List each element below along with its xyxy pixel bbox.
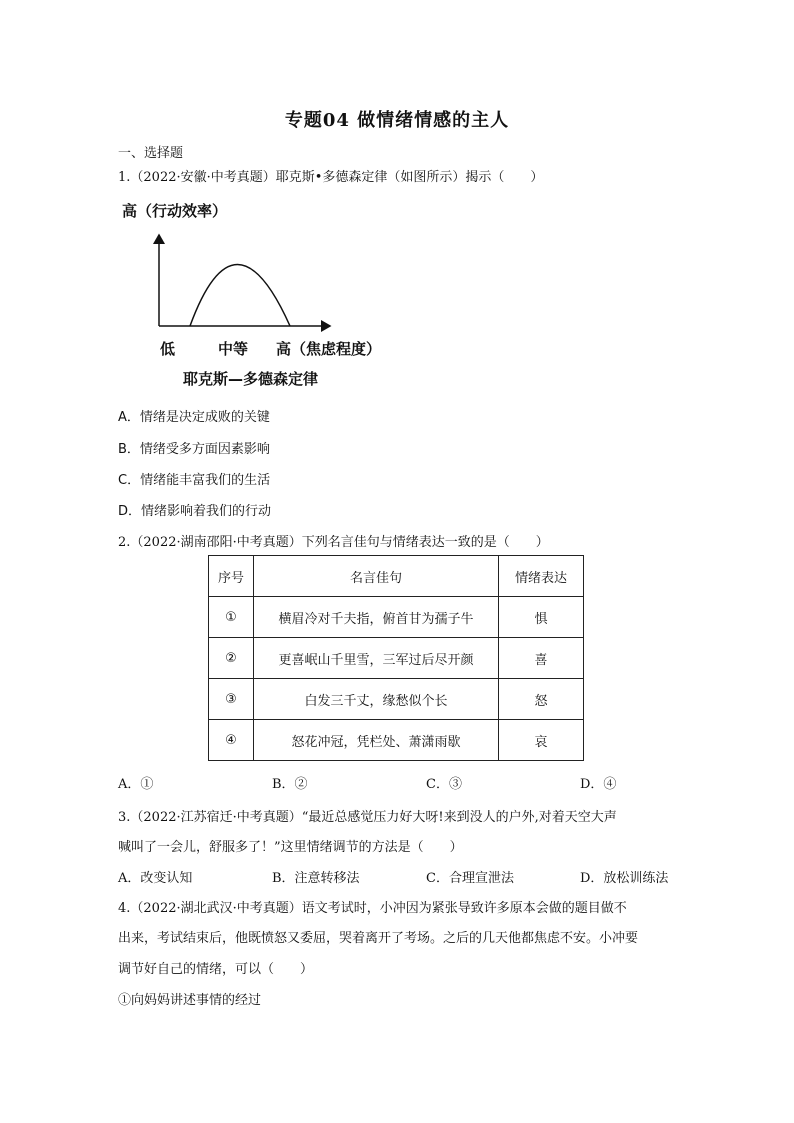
q2-option-a: A．① xyxy=(118,777,154,792)
row-emotion: 喜 xyxy=(499,638,584,679)
table-row xyxy=(209,638,584,679)
row-emotion: 惧 xyxy=(499,597,584,638)
q1-option-b: B．情绪受多方面因素影响 xyxy=(118,442,270,457)
row-number: ④ xyxy=(209,720,254,761)
header-saying: 名言佳句 xyxy=(254,556,499,597)
table-row xyxy=(209,679,584,720)
figure-x-high-label: 高（焦虑程度） xyxy=(276,340,382,358)
q3-option-c: C．合理宣泄法 xyxy=(426,871,514,886)
figure-x-mid-label: 中等 xyxy=(218,340,249,358)
row-number: ② xyxy=(209,638,254,679)
q3-option-d: D．放松训练法 xyxy=(580,871,669,886)
row-number: ③ xyxy=(209,679,254,720)
table-header-row xyxy=(209,556,584,597)
question-4-item-1: ①向妈妈讲述事情的经过 xyxy=(118,993,262,1008)
question-4-stem-line3: 调节好自己的情绪，可以（ ） xyxy=(118,962,314,977)
q2-option-c: C．③ xyxy=(426,777,462,792)
page-title: 专题04 做情绪情感的主人 xyxy=(284,110,510,131)
yerkes-dodson-curve xyxy=(140,225,340,337)
question-3-stem-line2: 喊叫了一会儿，舒服多了！”这里情绪调节的方法是（ ） xyxy=(118,840,463,855)
question-4-stem-line2: 出来，考试结束后，他既愤怒又委屈，哭着离开了考场。之后的几天他都焦虑不安。小冲要 xyxy=(118,931,639,946)
figure-x-low-label: 低 xyxy=(160,340,176,358)
q1-option-a: A．情绪是决定成败的关键 xyxy=(118,410,270,425)
row-number: ① xyxy=(209,597,254,638)
row-emotion: 哀 xyxy=(499,720,584,761)
figure-y-axis-label: 高（行动效率） xyxy=(122,202,228,220)
question-2-stem: 2.（2022·湖南邵阳·中考真题）下列名言佳句与情绪表达一致的是（ ） xyxy=(118,535,549,550)
header-number: 序号 xyxy=(209,556,254,597)
q1-option-d: D．情绪影响着我们的行动 xyxy=(118,504,272,519)
row-emotion: 怒 xyxy=(499,679,584,720)
row-saying: 怒花冲冠，凭栏处、萧潇雨歇 xyxy=(254,720,499,761)
table-row xyxy=(209,720,584,761)
question-3-stem-line1: 3.（2022·江苏宿迁·中考真题）“最近总感觉压力好大呀!来到没人的户外,对着天空大声 xyxy=(118,810,617,825)
row-saying: 更喜岷山千里雪，三军过后尽开颜 xyxy=(254,638,499,679)
q3-option-b: B．注意转移法 xyxy=(272,871,360,886)
q3-option-a: A．改变认知 xyxy=(118,871,193,886)
row-saying: 横眉冷对千夫指，俯首甘为孺子牛 xyxy=(254,597,499,638)
q1-option-c: C．情绪能丰富我们的生活 xyxy=(118,473,271,488)
header-emotion: 情绪表达 xyxy=(499,556,584,597)
q2-option-b: B．② xyxy=(272,777,308,792)
figure-caption: 耶克斯—多德森定律 xyxy=(183,370,319,388)
curve xyxy=(190,265,290,327)
sayings-table xyxy=(208,555,584,761)
row-saying: 白发三千丈，缘愁似个长 xyxy=(254,679,499,720)
q2-option-d: D．④ xyxy=(580,777,617,792)
question-1-stem: 1.（2022·安徽·中考真题）耶克斯•多德森定律（如图所示）揭示（ ） xyxy=(118,170,544,185)
table-row xyxy=(209,597,584,638)
section-heading: 一、选择题 xyxy=(118,146,184,161)
question-4-stem-line1: 4.（2022·湖北武汉·中考真题）语文考试时，小冲因为紧张导致许多原本会做的题目做不 xyxy=(118,901,627,916)
